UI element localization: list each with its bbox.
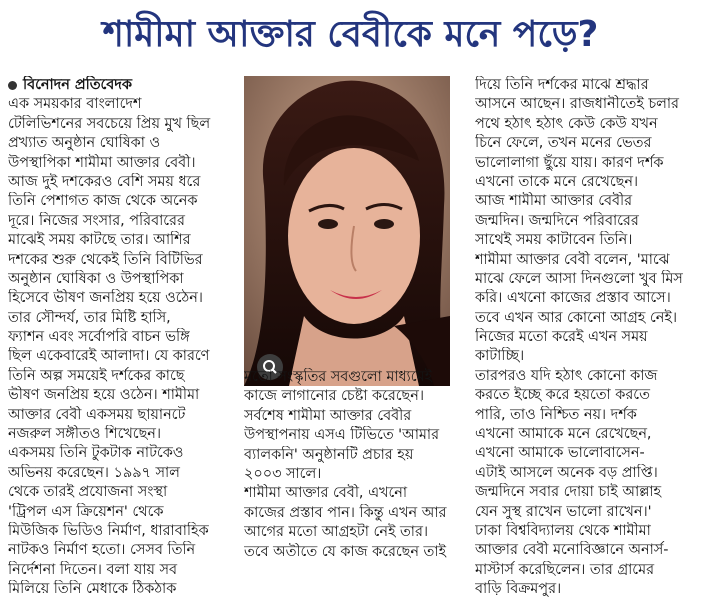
text-line: নিজের মতো করেই এখন সময় bbox=[475, 329, 648, 346]
text-line: মিউজিক ভিডিও নির্মাণ, ধারাবাহিক bbox=[8, 522, 209, 539]
text-line: এখনো আমাকে ভালোবাসেন- bbox=[475, 445, 645, 462]
text-line: এখনো তাকে মনে রেখেছেন। bbox=[475, 173, 639, 190]
text-line: তবে এখন আর কোনো আগ্রহ নেই। bbox=[475, 309, 677, 326]
text-line: শামীমা আক্তার বেবী বলেন, 'মাঝে bbox=[475, 251, 670, 268]
byline-text: বিনোদন প্রতিবেদক bbox=[23, 77, 132, 93]
portrait-illustration bbox=[244, 76, 450, 386]
article-column-2 bbox=[244, 368, 470, 562]
text-line: আক্তার বেবী একসময় ছায়ানটে bbox=[8, 406, 186, 423]
text-line: ভালোলাগা ছুঁয়ে যায়। কারণ দর্শক bbox=[475, 154, 664, 171]
text-line: কাজের প্রস্তাব পান। কিন্তু এখন আর bbox=[244, 504, 447, 521]
text-line: একসময় তিনি টুকটাক নাটকেও bbox=[8, 445, 184, 462]
byline bbox=[8, 76, 228, 95]
text-line: তার সৌন্দর্য, তার মিষ্টি হাসি, bbox=[8, 309, 171, 326]
text-line: মিলিয়ে তিনি মেধাকে ঠিকঠাক bbox=[8, 581, 177, 598]
text-line: ভীষণ জনপ্রিয় হয়ে ওঠেন। শামীমা bbox=[8, 387, 200, 404]
text-line: শামীমা আক্তার বেবী, এখনো bbox=[244, 485, 408, 502]
text-line: এক সময়কার বাংলাদেশ bbox=[8, 96, 142, 113]
text-line: নাটকও নির্মাণ হতো। সেসব তিনি bbox=[8, 542, 196, 559]
text-line: আসনে আছেন। রাজধানীতেই চলার bbox=[475, 96, 679, 113]
text-line: করতে ইচ্ছে করে হয়তো করতে bbox=[475, 387, 650, 404]
text-line: মাঝেই সময় কাটছে তার। আশির bbox=[8, 232, 191, 249]
text-line: ঢাকা বিশ্ববিদ্যালয় থেকে শামীমা bbox=[475, 522, 651, 539]
portrait-photo bbox=[244, 76, 450, 386]
text-line: জন্মদিনে সবার দোয়া চাই আল্লাহ bbox=[475, 484, 662, 501]
text-line: এখনো আমাকে মনে রেখেছেন, bbox=[475, 426, 652, 443]
text-line: জন্মদিন। জন্মদিনে পরিবারের bbox=[475, 212, 639, 229]
text-line: মাঝে ফেলে আসা দিনগুলো খুব মিস bbox=[475, 270, 683, 287]
text-line: উপস্থাপনায় এসএ টিভিতে 'আমার bbox=[244, 427, 440, 444]
article-column-1 bbox=[8, 76, 228, 600]
article-column-3 bbox=[475, 76, 695, 600]
text-line: চিনে ফেলে, তখন মনের ভেতর bbox=[475, 135, 652, 152]
text-line: সাথেই সময় কাটাবেন তিনি। bbox=[475, 232, 633, 249]
text-line: নির্দেশনা দিতেন। বলা যায় সব bbox=[8, 561, 177, 578]
text-line: এটাই আসলে অনেক বড় প্রাপ্তি। bbox=[475, 464, 658, 481]
text-line: কাটাচ্ছি। bbox=[475, 348, 525, 365]
text-line: বাড়ি বিক্রমপুর। bbox=[475, 581, 562, 598]
text-line: তিনি পেশাগত কাজ থেকে অনেক bbox=[8, 193, 198, 210]
text-line: কাজে লাগানোর চেষ্টা করেছেন। bbox=[244, 388, 424, 405]
text-line: প্রখ্যাত অনুষ্ঠান ঘোষিকা ও bbox=[8, 135, 161, 152]
text-line: 'ট্রিপল এস ক্রিয়েশন' থেকে bbox=[8, 503, 164, 520]
text-line: টেলিভিশনের সবচেয়ে প্রিয় মুখ ছিল bbox=[8, 115, 211, 132]
text-line: আক্তার বেবী মনোবিজ্ঞানে অনার্স- bbox=[475, 542, 669, 559]
text-line: মাস্টার্স করেছিলেন। তার গ্রামের bbox=[475, 561, 655, 578]
text-line: অভিনয় করেছেন। ১৯৯৭ সাল bbox=[8, 464, 180, 481]
text-line: যেন সুস্থ রাখেন ভালো রাখেন।' bbox=[475, 503, 652, 520]
text-line: পথে হঠাৎ হঠাৎ কেউ কেউ যখন bbox=[475, 115, 658, 132]
bullet-icon bbox=[8, 81, 17, 90]
text-line: সর্বশেষ শামীমা আক্তার বেবীর bbox=[244, 407, 412, 424]
text-line: তিনি অল্প সময়েই দর্শকের কাছে bbox=[8, 367, 185, 384]
text-line: পারি, তাও নিশ্চিত নয়। দর্শক bbox=[475, 406, 637, 423]
text-line: উপস্থাপিকা শামীমা আক্তার বেবী। bbox=[8, 154, 196, 171]
text-line: তবে অতীতে যে কাজ করেছেন তাই bbox=[244, 543, 446, 560]
text-line: ফ্যাশন এবং সর্বোপরি বাচন ভঙ্গি bbox=[8, 329, 190, 346]
text-line: ব্যালকনি' অনুষ্ঠানটি প্রচার হয় bbox=[244, 446, 414, 463]
text-line: আজ দুই দশকেরও বেশি সময় ধরে bbox=[8, 173, 201, 190]
text-line: মতো সংস্কৃতির সবগুলো মাধ্যমেই bbox=[244, 369, 432, 385]
text-line: করি। এখনো কাজের প্রস্তাব আসে। bbox=[475, 290, 671, 307]
text-line: দিয়ে তিনি দর্শকের মাঝে শ্রদ্ধার bbox=[475, 77, 649, 93]
text-line: ২০০৩ সালে। bbox=[244, 465, 322, 482]
text-line: নজরুল সঙ্গীতও শিখেছেন। bbox=[8, 426, 162, 443]
text-line: অনুষ্ঠান ঘোষিকা ও উপস্থাপিকা bbox=[8, 270, 184, 287]
text-line: তারপরও যদি হঠাৎ কোনো কাজ bbox=[475, 367, 658, 384]
text-line: থেকে তারই প্রযোজনা সংস্থা bbox=[8, 484, 168, 501]
text-line: দূরে। নিজের সংসার, পরিবারের bbox=[8, 212, 185, 229]
text-line: দশকের শুরু থেকেই তিনি বিটিভির bbox=[8, 251, 203, 268]
text-line: ছিল একেবারেই আলাদা। যে কারণে bbox=[8, 348, 210, 365]
text-line: আজ শামীমা আক্তার বেবীর bbox=[475, 193, 633, 210]
text-line: হিসেবে ভীষণ জনপ্রিয় হয়ে ওঠেন। bbox=[8, 290, 203, 307]
headline: শামীমা আক্তার বেবীকে মনে পড়ে? bbox=[102, 14, 599, 55]
text-line: আগের মতো আগ্রহটা নেই তার। bbox=[244, 524, 429, 541]
